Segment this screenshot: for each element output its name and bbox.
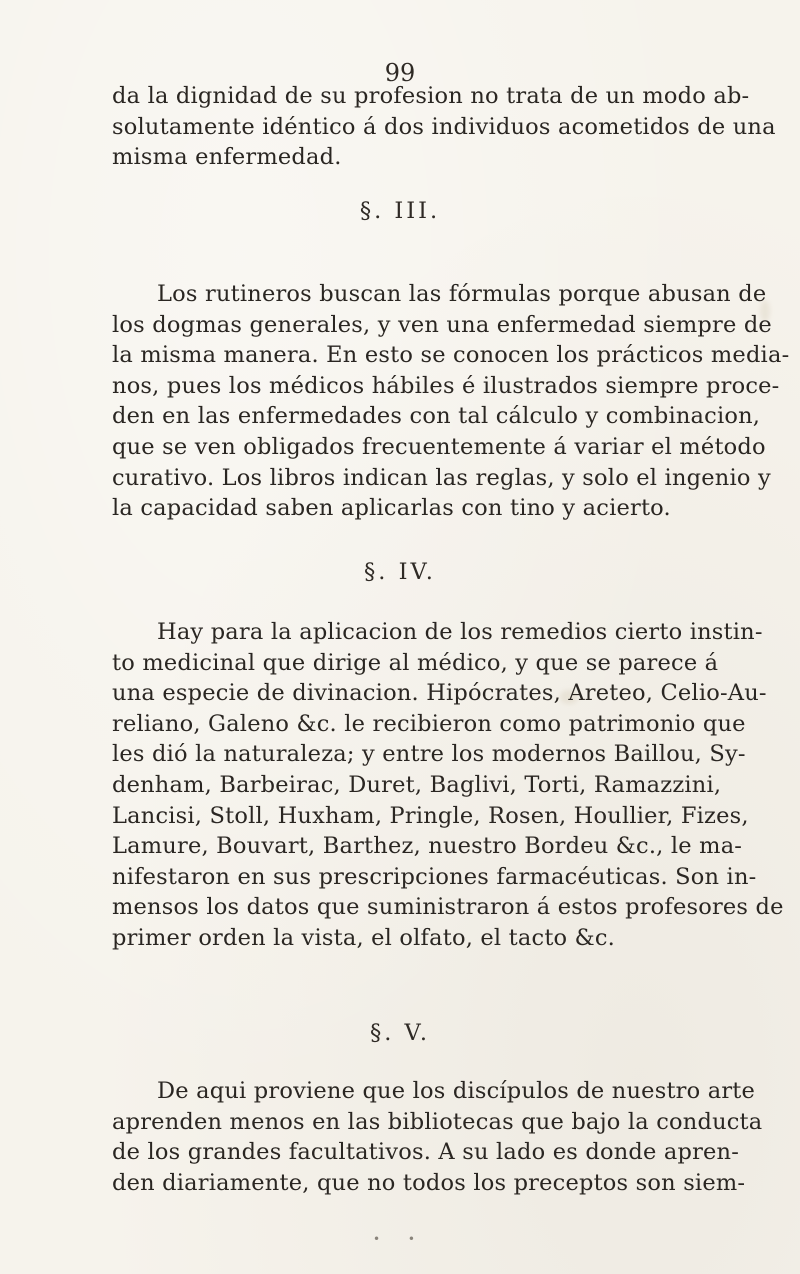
page-number: 99 [384, 59, 416, 87]
text-line: que se ven obligados frecuentemente á variar el método [112, 433, 766, 460]
text-line: Lancisi, Stoll, Huxham, Pringle, Rosen, Houllier, Fizes, [112, 802, 749, 829]
paragraph-intro [112, 81, 776, 173]
text-line: den en las enfermedades con tal cálculo y combinacion, [112, 403, 761, 430]
text-line: to medicinal que dirige al médico, y que se parece á [112, 649, 719, 676]
text-line: aprenden menos en las bibliotecas que bajo la conducta [112, 1108, 763, 1135]
text-line: solutamente idéntico á dos individuos acometidos de una [112, 113, 776, 140]
text-line: denham, Barbeirac, Duret, Baglivi, Torti, Ramazzini, [112, 771, 722, 798]
text-line: les dió la naturaleza; y entre los modernos Baillou, Sy- [112, 741, 746, 768]
section-heading-3: §. III. [359, 198, 441, 224]
paragraph-section-4 [112, 617, 784, 954]
catchword-ornament: • • [373, 1232, 427, 1246]
text-line: Hay para la aplicacion de los remedios cierto instin- [157, 619, 763, 645]
text-line: primer orden la vista, el olfato, el tacto &c. [112, 924, 616, 951]
paragraph-section-3 [112, 279, 790, 524]
text-line: misma enfermedad. [112, 144, 342, 171]
text-line: la capacidad saben aplicarlas con tino y acierto. [112, 495, 671, 522]
paragraph-section-5 [112, 1076, 763, 1198]
text-line: una especie de divinacion. Hipócrates, Areteo, Celio-Au- [112, 680, 767, 707]
text-line: den diariamente, que no todos los preceptos son siem- [112, 1169, 746, 1196]
text-line: Los rutineros buscan las fórmulas porque abusan de [157, 281, 767, 307]
text-line: los dogmas generales, y ven una enfermedad siempre de [112, 311, 772, 338]
section-heading-5: §. V. [369, 1020, 431, 1046]
text-line: nos, pues los médicos hábiles é ilustrados siempre proce- [112, 372, 780, 399]
text-line: da la dignidad de su profesion no trata de un modo ab- [112, 83, 750, 109]
text-line: mensos los datos que suministraron á estos profesores de [112, 894, 784, 921]
text-line: nifestaron en sus prescripciones farmacéuticas. Son in- [112, 863, 757, 890]
text-line: la misma manera. En esto se conocen los prácticos media- [112, 342, 790, 369]
text-line: Lamure, Bouvart, Barthez, nuestro Bordeu &c., le ma- [112, 833, 743, 860]
text-line: De aqui proviene que los discípulos de nuestro arte [157, 1078, 756, 1104]
text-line: de los grandes facultativos. A su lado es donde apren- [112, 1139, 740, 1166]
text-line: reliano, Galeno &c. le recibieron como patrimonio que [112, 710, 746, 737]
text-line: curativo. Los libros indican las reglas, y solo el ingenio y [112, 464, 771, 491]
section-heading-4: §. IV. [364, 559, 436, 585]
